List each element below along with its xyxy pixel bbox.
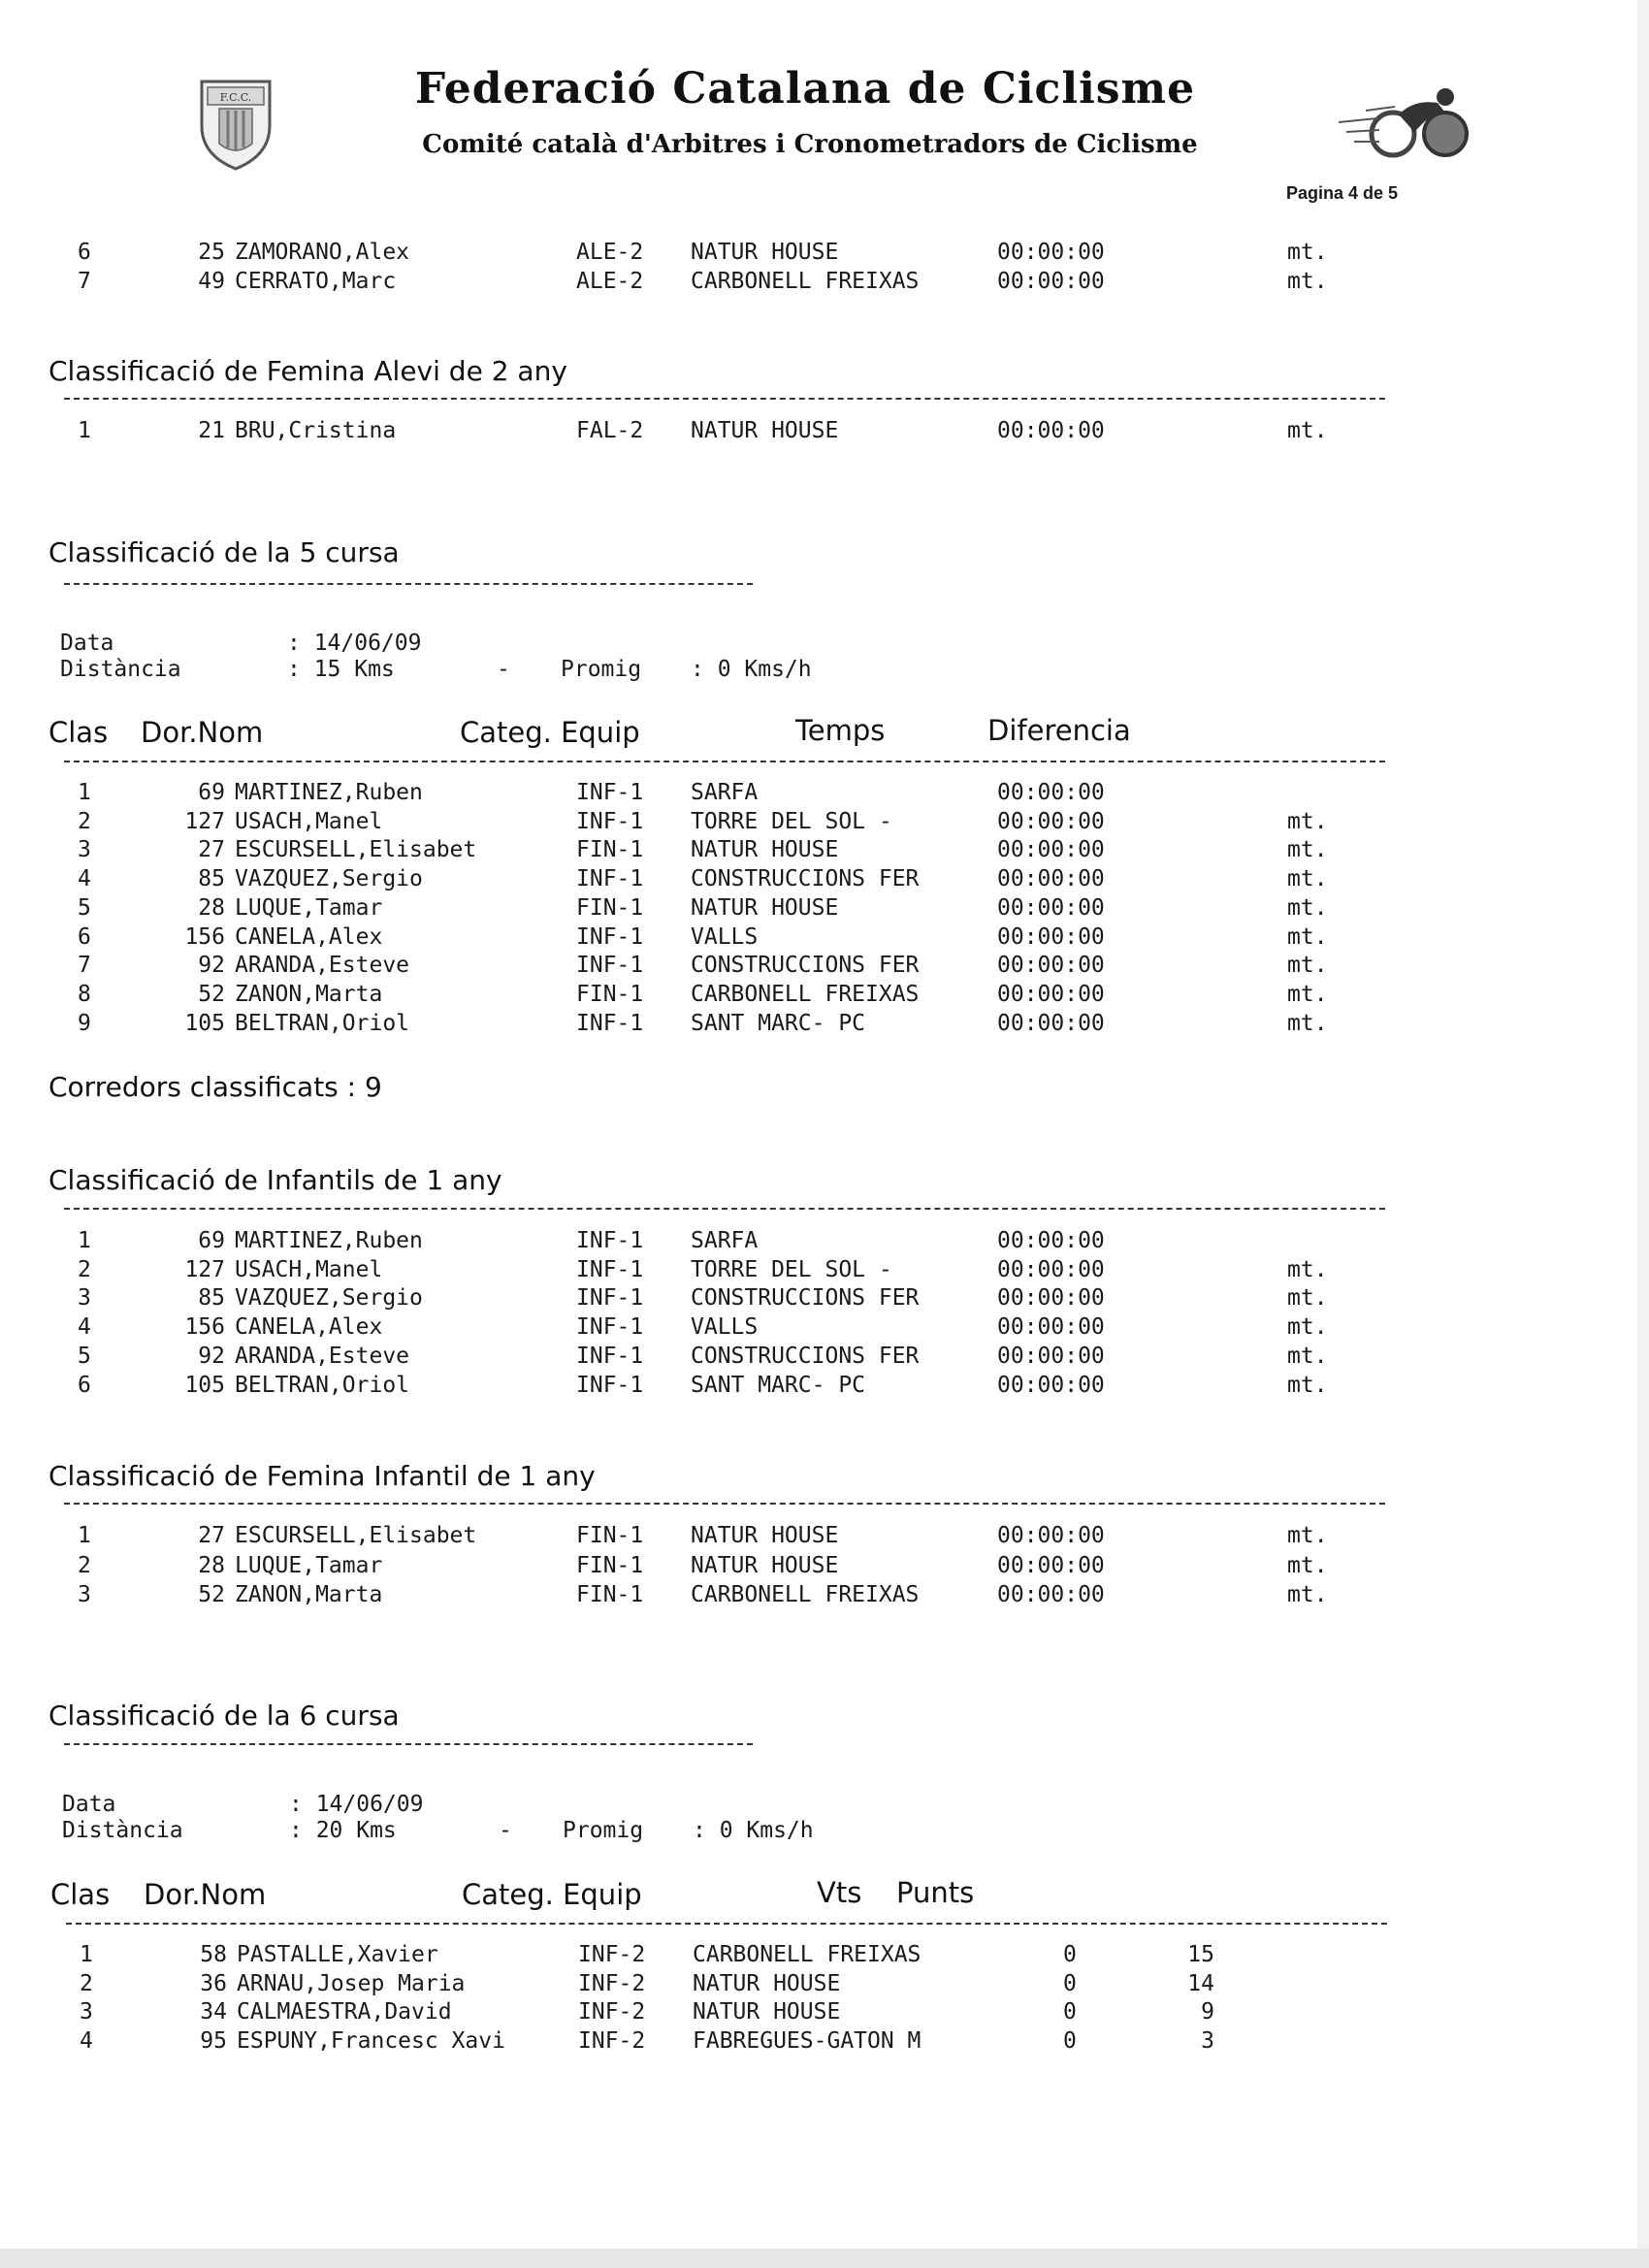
row-same-time: mt. <box>1287 240 1328 265</box>
row-category: INF-2 <box>578 1999 646 2025</box>
row-points: 3 <box>1201 2028 1214 2055</box>
row-time: 00:00:00 <box>997 780 1105 805</box>
row-category: FIN-1 <box>576 837 644 863</box>
table-row <box>0 980 1406 1009</box>
row-rider-name: USACH,Manel <box>235 1256 383 1282</box>
race5-data-label: Data <box>60 631 114 656</box>
table-row <box>0 1255 1406 1284</box>
row-team: SANT MARC- PC <box>691 1010 866 1036</box>
row-position: 1 <box>78 1228 91 1253</box>
row-bib-number: 92 <box>198 1343 225 1369</box>
section-title-race-5: Classificació de la 5 cursa <box>48 536 400 568</box>
col-header-dor-nom: Dor.Nom <box>141 716 264 749</box>
table-row <box>0 1580 1406 1609</box>
row-rider-name: CERRATO,Marc <box>235 269 397 294</box>
col-header-vts: Vts <box>817 1876 862 1909</box>
race5-promig-value: : 0 Kms/h <box>691 657 812 682</box>
row-position: 3 <box>78 1582 91 1607</box>
row-category: INF-1 <box>576 780 644 805</box>
row-bib-number: 49 <box>198 269 225 294</box>
row-rider-name: MARTINEZ,Ruben <box>235 1228 423 1253</box>
row-position: 2 <box>78 1256 91 1282</box>
row-bib-number: 85 <box>198 1285 225 1312</box>
section-title-infantils-1: Classificació de Infantils de 1 any <box>48 1164 502 1196</box>
table-row <box>0 1997 1406 2026</box>
col-header-categ-equip: Categ. Equip <box>460 716 640 749</box>
row-time: 00:00:00 <box>997 981 1105 1007</box>
row-points: 9 <box>1201 1999 1214 2025</box>
table-row <box>0 893 1406 923</box>
row-team: CONSTRUCCIONS FER <box>691 1343 920 1369</box>
row-bib-number: 28 <box>198 894 225 921</box>
dashed-rule <box>64 761 1385 762</box>
row-category: INF-1 <box>576 1285 644 1312</box>
race5-data-value: : 14/06/09 <box>287 631 422 656</box>
row-position: 1 <box>78 418 91 443</box>
row-time: 00:00:00 <box>997 240 1105 265</box>
row-same-time: mt. <box>1287 1010 1328 1036</box>
row-rider-name: CALMAESTRA,David <box>237 1999 452 2025</box>
row-bib-number: 27 <box>198 1523 225 1548</box>
race6-promig-value: : 0 Kms/h <box>693 1818 814 1843</box>
row-bib-number: 85 <box>198 866 225 892</box>
row-team: NATUR HOUSE <box>691 894 839 921</box>
race6-distance-label: Distància <box>62 1818 183 1843</box>
row-position: 7 <box>78 953 91 979</box>
row-position: 3 <box>78 837 91 863</box>
row-team: TORRE DEL SOL - <box>691 1256 892 1282</box>
race5-distance-value: : 15 Kms <box>287 657 395 682</box>
row-team: NATUR HOUSE <box>691 418 839 443</box>
section-title-femina-alevi: Classificació de Femina Alevi de 2 any <box>48 355 567 387</box>
row-bib-number: 36 <box>200 1970 227 1996</box>
table-row <box>0 1969 1406 1998</box>
col-header-categ-equip: Categ. Equip <box>462 1878 642 1911</box>
page-number: Pagina 4 de 5 <box>1286 183 1399 203</box>
row-bib-number: 156 <box>184 1314 225 1341</box>
table-row <box>0 1283 1406 1312</box>
row-team: VALLS <box>691 923 759 950</box>
row-position: 4 <box>78 866 91 892</box>
table-row <box>0 1312 1406 1342</box>
row-rider-name: ESPUNY,Francesc Xavi <box>237 2028 505 2055</box>
row-team: CARBONELL FREIXAS <box>691 981 920 1007</box>
col-header-dor-nom: Dor.Nom <box>144 1878 267 1911</box>
dashed-rule <box>66 1923 1387 1925</box>
row-position: 3 <box>80 1999 93 2025</box>
race6-dash: - <box>499 1818 512 1843</box>
row-rider-name: BELTRAN,Oriol <box>235 1010 410 1036</box>
row-same-time: mt. <box>1287 1552 1328 1578</box>
row-bib-number: 25 <box>198 240 225 265</box>
row-time: 00:00:00 <box>997 1285 1105 1312</box>
row-team: NATUR HOUSE <box>691 1523 839 1548</box>
row-category: INF-2 <box>578 1942 646 1967</box>
row-position: 6 <box>78 923 91 950</box>
row-category: INF-1 <box>576 953 644 979</box>
table-row <box>0 1342 1406 1371</box>
table-row <box>0 2026 1406 2056</box>
row-category: INF-1 <box>576 1314 644 1341</box>
row-position: 8 <box>78 981 91 1007</box>
row-rider-name: CANELA,Alex <box>235 923 383 950</box>
row-category: INF-1 <box>576 1228 644 1253</box>
row-position: 5 <box>78 1343 91 1369</box>
row-bib-number: 52 <box>198 981 225 1007</box>
row-team: NATUR HOUSE <box>691 837 839 863</box>
race5-promig-label: Promig <box>561 657 642 682</box>
row-same-time: mt. <box>1287 1523 1328 1548</box>
row-category: INF-1 <box>576 923 644 950</box>
dashed-rule <box>64 1503 1385 1505</box>
row-position: 3 <box>78 1285 91 1312</box>
col-header-diferencia: Diferencia <box>987 714 1131 747</box>
row-team: TORRE DEL SOL - <box>691 808 892 834</box>
row-rider-name: MARTINEZ,Ruben <box>235 780 423 805</box>
row-rider-name: ARANDA,Esteve <box>235 953 410 979</box>
row-category: INF-1 <box>576 1343 644 1369</box>
section-title-femina-infantil-1: Classificació de Femina Infantil de 1 any <box>48 1460 596 1492</box>
row-same-time: mt. <box>1287 1582 1328 1607</box>
row-position: 4 <box>80 2028 93 2055</box>
row-rider-name: ESCURSELL,Elisabet <box>235 1523 477 1548</box>
row-position: 5 <box>78 894 91 921</box>
row-category: FAL-2 <box>576 418 644 443</box>
row-category: FIN-1 <box>576 981 644 1007</box>
row-same-time: mt. <box>1287 837 1328 863</box>
row-bib-number: 21 <box>198 418 225 443</box>
table-row <box>0 1226 1406 1255</box>
table-row <box>0 923 1406 952</box>
row-category: INF-1 <box>576 1010 644 1036</box>
row-rider-name: ARANDA,Esteve <box>235 1343 410 1369</box>
row-category: INF-2 <box>578 2028 646 2055</box>
row-time: 00:00:00 <box>997 1523 1105 1548</box>
row-time: 00:00:00 <box>997 418 1105 443</box>
row-time: 00:00:00 <box>997 1010 1105 1036</box>
row-same-time: mt. <box>1287 418 1328 443</box>
row-same-time: mt. <box>1287 269 1328 294</box>
committee-subtitle: Comité català d'Arbitres i Cronometradors de Ciclisme <box>422 130 1198 159</box>
table-row <box>0 416 1406 445</box>
row-time: 00:00:00 <box>997 1314 1105 1341</box>
table-row <box>0 1009 1406 1038</box>
row-category: FIN-1 <box>576 894 644 921</box>
race6-data-label: Data <box>62 1792 116 1817</box>
col-header-temps: Temps <box>795 714 886 747</box>
row-same-time: mt. <box>1287 894 1328 921</box>
row-time: 00:00:00 <box>997 808 1105 834</box>
row-category: FIN-1 <box>576 1552 644 1578</box>
row-team: FABREGUES-GATON M <box>693 2028 922 2055</box>
row-same-time: mt. <box>1287 1372 1328 1398</box>
row-time: 00:00:00 <box>997 866 1105 892</box>
row-position: 1 <box>78 780 91 805</box>
row-category: FIN-1 <box>576 1523 644 1548</box>
table-row <box>0 864 1406 893</box>
table-row <box>0 807 1406 836</box>
row-bib-number: 127 <box>184 1256 225 1282</box>
table-row <box>0 951 1406 980</box>
row-category: INF-1 <box>576 866 644 892</box>
row-category: INF-1 <box>576 1256 644 1282</box>
race6-promig-label: Promig <box>563 1818 644 1843</box>
row-position: 2 <box>78 1552 91 1578</box>
row-rider-name: LUQUE,Tamar <box>235 1552 383 1578</box>
dashed-rule <box>64 1208 1385 1210</box>
race6-distance-value: : 20 Kms <box>289 1818 397 1843</box>
row-position: 1 <box>80 1942 93 1967</box>
row-rider-name: ZANON,Marta <box>235 1582 383 1607</box>
row-team: NATUR HOUSE <box>691 240 839 265</box>
row-same-time: mt. <box>1287 1285 1328 1312</box>
row-same-time: mt. <box>1287 1343 1328 1369</box>
table-row <box>0 1521 1406 1550</box>
row-position: 9 <box>78 1010 91 1036</box>
row-team: CARBONELL FREIXAS <box>691 1582 920 1607</box>
row-time: 00:00:00 <box>997 953 1105 979</box>
row-position: 1 <box>78 1523 91 1548</box>
row-laps: 0 <box>1063 1999 1077 2025</box>
row-rider-name: BELTRAN,Oriol <box>235 1372 410 1398</box>
row-rider-name: VAZQUEZ,Sergio <box>235 1285 423 1312</box>
row-rider-name: ESCURSELL,Elisabet <box>235 837 477 863</box>
row-time: 00:00:00 <box>997 1582 1105 1607</box>
row-team: NATUR HOUSE <box>693 1970 841 1996</box>
row-position: 2 <box>78 808 91 834</box>
row-category: INF-1 <box>576 1372 644 1398</box>
svg-text:F.C.C.: F.C.C. <box>219 91 252 104</box>
fcc-shield-logo <box>196 76 275 173</box>
row-bib-number: 69 <box>198 1228 225 1253</box>
row-category: ALE-2 <box>576 240 644 265</box>
row-bib-number: 28 <box>198 1552 225 1578</box>
row-time: 00:00:00 <box>997 1552 1105 1578</box>
row-team: CONSTRUCCIONS FER <box>691 866 920 892</box>
row-position: 6 <box>78 240 91 265</box>
row-same-time: mt. <box>1287 1256 1328 1282</box>
row-rider-name: CANELA,Alex <box>235 1314 383 1341</box>
row-time: 00:00:00 <box>997 894 1105 921</box>
row-team: NATUR HOUSE <box>691 1552 839 1578</box>
row-team: VALLS <box>691 1314 759 1341</box>
row-team: NATUR HOUSE <box>693 1999 841 2025</box>
table-row <box>0 238 1406 267</box>
row-time: 00:00:00 <box>997 1256 1105 1282</box>
page-edge-bottom <box>0 2249 1649 2268</box>
row-rider-name: PASTALLE,Xavier <box>237 1942 438 1967</box>
row-points: 15 <box>1187 1942 1214 1967</box>
table-row <box>0 1551 1406 1580</box>
table-row <box>0 778 1406 807</box>
row-team: CONSTRUCCIONS FER <box>691 953 920 979</box>
section-title-race-6: Classificació de la 6 cursa <box>48 1700 400 1732</box>
row-laps: 0 <box>1063 1942 1077 1967</box>
dashed-rule <box>64 398 1385 400</box>
row-laps: 0 <box>1063 2028 1077 2055</box>
table-row <box>0 1371 1406 1400</box>
row-bib-number: 52 <box>198 1582 225 1607</box>
table-row <box>0 835 1406 864</box>
row-same-time: mt. <box>1287 981 1328 1007</box>
page-edge-right <box>1637 0 1649 2268</box>
row-team: CARBONELL FREIXAS <box>693 1942 922 1967</box>
row-bib-number: 27 <box>198 837 225 863</box>
row-laps: 0 <box>1063 1970 1077 1996</box>
row-bib-number: 156 <box>184 923 225 950</box>
federation-title: Federació Catalana de Ciclisme <box>414 64 1196 113</box>
race5-dash: - <box>497 657 510 682</box>
row-bib-number: 105 <box>184 1372 225 1398</box>
row-position: 6 <box>78 1372 91 1398</box>
col-header-clas: Clas <box>48 716 109 749</box>
dashed-rule <box>64 1743 753 1745</box>
row-team: CONSTRUCCIONS FER <box>691 1285 920 1312</box>
race5-distance-label: Distància <box>60 657 181 682</box>
row-bib-number: 34 <box>200 1999 227 2025</box>
row-rider-name: LUQUE,Tamar <box>235 894 383 921</box>
cyclist-logo <box>1337 83 1482 159</box>
row-same-time: mt. <box>1287 953 1328 979</box>
row-team: CARBONELL FREIXAS <box>691 269 920 294</box>
row-points: 14 <box>1187 1970 1214 1996</box>
col-header-clas: Clas <box>50 1878 111 1911</box>
row-team: SANT MARC- PC <box>691 1372 866 1398</box>
row-bib-number: 95 <box>200 2028 227 2055</box>
table-row <box>0 267 1406 296</box>
row-category: FIN-1 <box>576 1582 644 1607</box>
row-team: SARFA <box>691 780 759 805</box>
row-bib-number: 105 <box>184 1010 225 1036</box>
row-rider-name: VAZQUEZ,Sergio <box>235 866 423 892</box>
table-row <box>0 1940 1406 1969</box>
row-position: 4 <box>78 1314 91 1341</box>
dashed-rule <box>64 583 753 585</box>
row-same-time: mt. <box>1287 808 1328 834</box>
classified-count: Corredors classificats : 9 <box>48 1071 382 1103</box>
row-rider-name: ZAMORANO,Alex <box>235 240 410 265</box>
row-rider-name: ZANON,Marta <box>235 981 383 1007</box>
col-header-punts: Punts <box>896 1876 975 1909</box>
row-time: 00:00:00 <box>997 269 1105 294</box>
row-category: ALE-2 <box>576 269 644 294</box>
row-position: 7 <box>78 269 91 294</box>
row-time: 00:00:00 <box>997 1228 1105 1253</box>
row-time: 00:00:00 <box>997 1372 1105 1398</box>
row-category: INF-2 <box>578 1970 646 1996</box>
row-bib-number: 69 <box>198 780 225 805</box>
row-category: INF-1 <box>576 808 644 834</box>
row-team: SARFA <box>691 1228 759 1253</box>
row-time: 00:00:00 <box>997 923 1105 950</box>
row-time: 00:00:00 <box>997 837 1105 863</box>
row-same-time: mt. <box>1287 923 1328 950</box>
row-time: 00:00:00 <box>997 1343 1105 1369</box>
row-rider-name: BRU,Cristina <box>235 418 397 443</box>
row-same-time: mt. <box>1287 866 1328 892</box>
row-rider-name: ARNAU,Josep Maria <box>237 1970 466 1996</box>
row-bib-number: 127 <box>184 808 225 834</box>
row-rider-name: USACH,Manel <box>235 808 383 834</box>
row-bib-number: 58 <box>200 1942 227 1967</box>
row-position: 2 <box>80 1970 93 1996</box>
row-bib-number: 92 <box>198 953 225 979</box>
row-same-time: mt. <box>1287 1314 1328 1341</box>
race6-data-value: : 14/06/09 <box>289 1792 424 1817</box>
